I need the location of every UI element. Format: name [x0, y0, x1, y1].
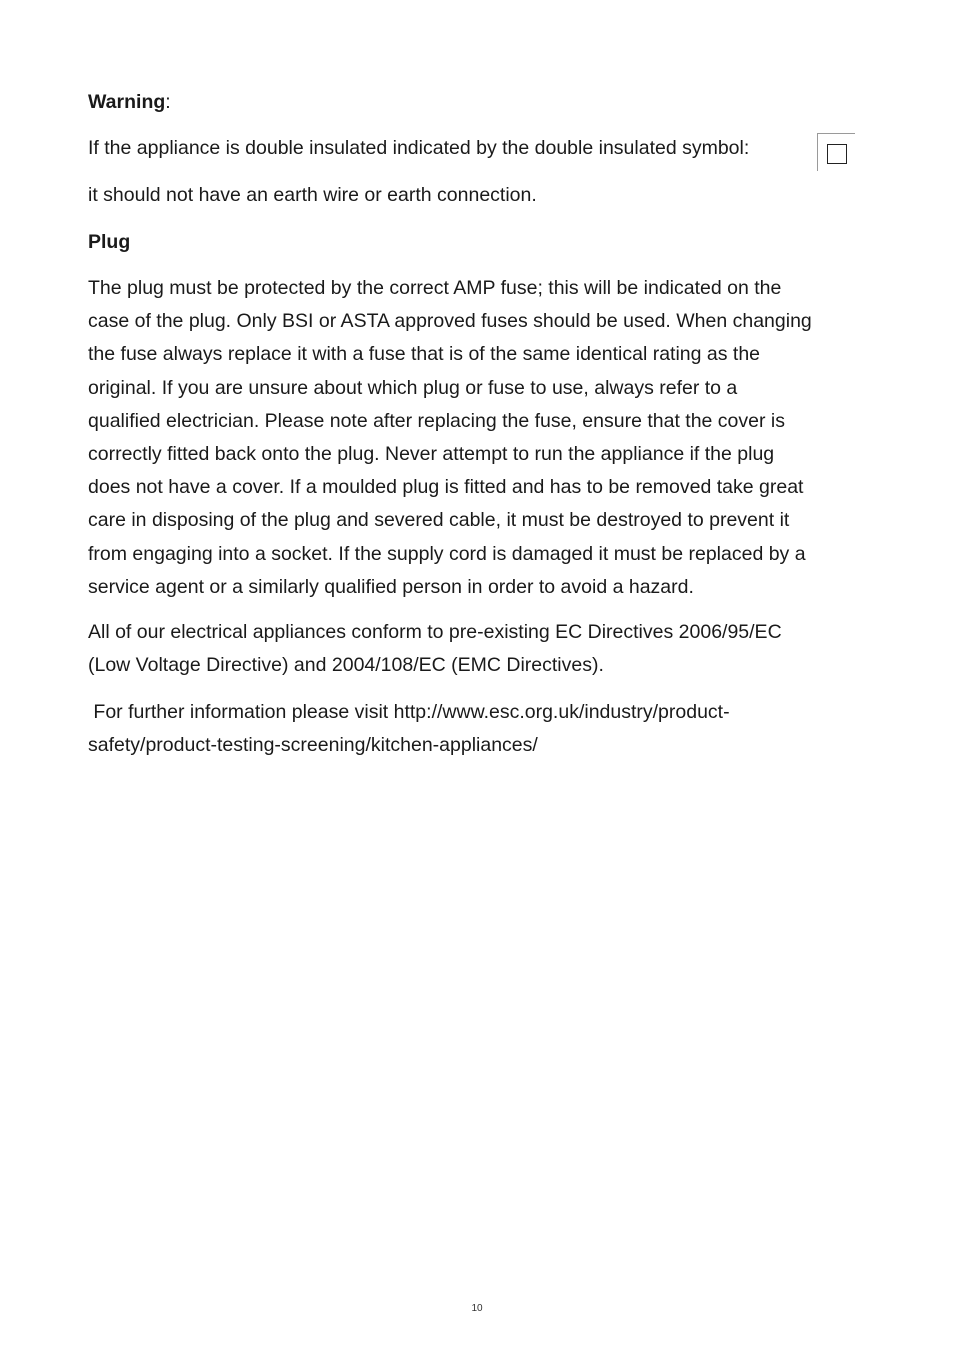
plug-line: qualified electrician. Please note after replacing the fuse, ensure that the cover is	[88, 409, 785, 432]
warning-title-suffix: :	[165, 91, 171, 113]
plug-line: service agent or a similarly qualified person in order to avoid a hazard.	[88, 575, 694, 598]
plug-line: from engaging into a socket. If the supply cord is damaged it must be replaced by a	[88, 542, 806, 565]
plug-line: does not have a cover. If a moulded plug is fitted and has to be removed take great	[88, 476, 804, 499]
page-number: 10	[471, 1303, 483, 1314]
further-info-paragraph	[88, 696, 868, 762]
warning-heading	[88, 86, 171, 119]
warning-title: Warning	[88, 91, 166, 113]
plug-line: the fuse always replace it with a fuse that is of the same identical rating as the	[88, 343, 761, 366]
further-info-line: safety/product-testing-screening/kitchen-appliances/	[88, 734, 538, 757]
conformity-line: (Low Voltage Directive) and 2004/108/EC (EMC Directives).	[88, 654, 604, 677]
warning-text-line-1: If the appliance is double insulated indicated by the double insulated symbol:	[88, 137, 750, 159]
plug-line: correctly fitted back onto the plug. Never attempt to run the appliance if the plug	[88, 443, 775, 466]
plug-line: care in disposing of the plug and severed cable, it must be destroyed to prevent it	[88, 509, 790, 532]
plug-line: The plug must be protected by the correct AMP fuse; this will be indicated on the	[88, 277, 782, 299]
further-info-line: For further information please visit http://www.esc.org.uk/industry/product-	[88, 701, 730, 723]
plug-heading: Plug	[88, 231, 131, 253]
conformity-paragraph	[88, 616, 868, 682]
warning-text-line-2: it should not have an earth wire or earth connection.	[88, 184, 537, 206]
double-insulated-icon	[817, 133, 855, 171]
conformity-line: All of our electrical appliances conform to pre-existing EC Directives 2006/95/EC	[88, 621, 782, 643]
plug-line: case of the plug. Only BSI or ASTA approved fuses should be used. When changing	[88, 310, 812, 333]
plug-line: original. If you are unsure about which plug or fuse to use, always refer to a	[88, 376, 738, 399]
plug-paragraph	[88, 272, 868, 604]
double-insulated-square	[827, 144, 847, 164]
